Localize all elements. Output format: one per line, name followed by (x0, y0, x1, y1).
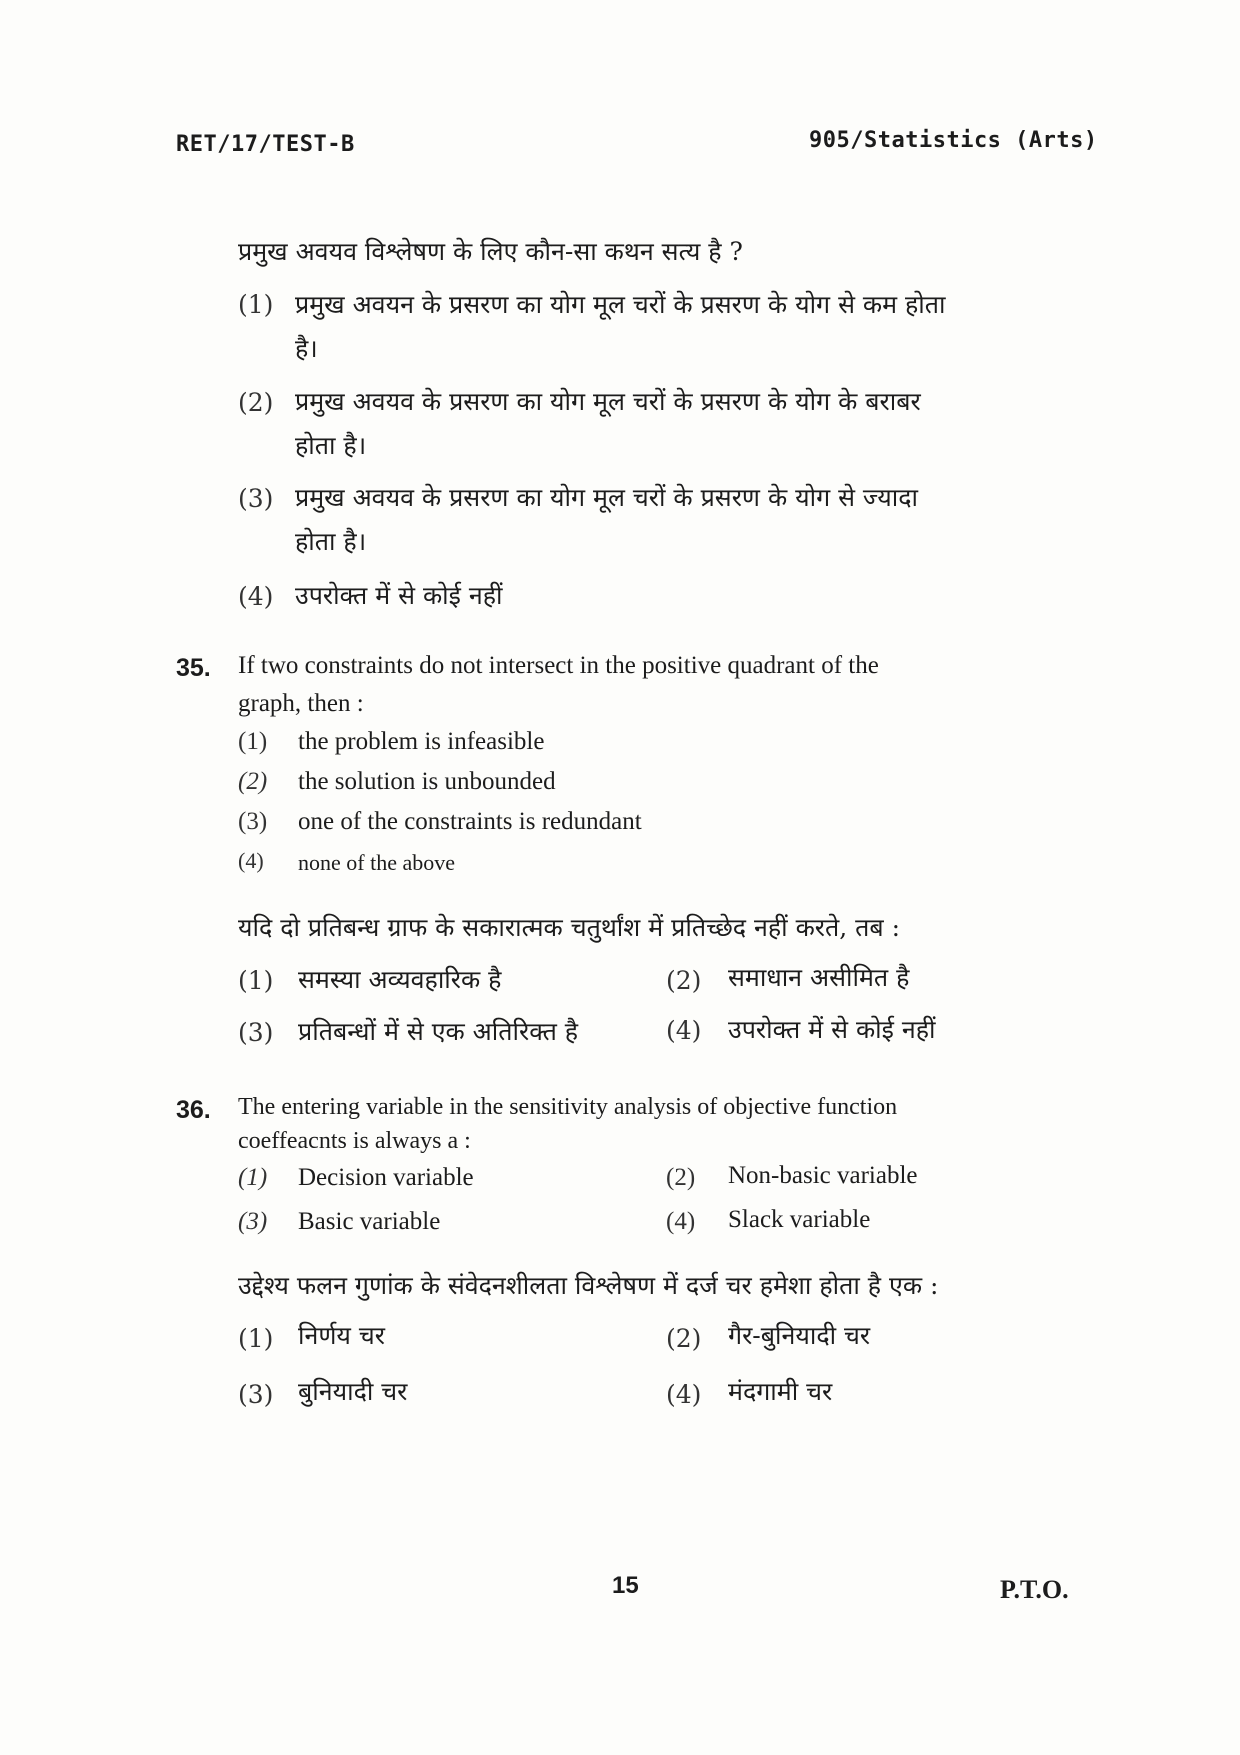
q34-hindi-option-1-line1: प्रमुख अवयन के प्रसरण का योग मूल चरों के प्रसरण के योग से कम होता (295, 290, 946, 319)
q36-option-1-num: (1) (238, 1164, 268, 1191)
q34-hindi-option-3-line1: प्रमुख अवयव के प्रसरण का योग मूल चरों के प्रसरण के योग से ज्यादा (295, 483, 918, 512)
q35-hindi-option-1-num: (1) (238, 966, 274, 995)
q35-option-2-num: (2) (238, 768, 268, 795)
q35-hindi-option-1-text: समस्या अव्यवहारिक है (298, 965, 502, 994)
q35-option-1-num: (1) (238, 728, 268, 755)
q35-hindi-option-3-num: (3) (238, 1018, 274, 1047)
q34-hindi-option-3-line2: होता है। (295, 527, 367, 556)
q34-hindi-option-2-num: (2) (238, 388, 274, 417)
pto-label: P.T.O. (1000, 1575, 1069, 1604)
q34-hindi-option-2-line2: होता है। (295, 431, 367, 460)
q35-stem-line2: graph, then : (238, 690, 364, 717)
q35-option-4-text: none of the above (298, 850, 455, 875)
q35-option-2-text: the solution is unbounded (298, 768, 556, 795)
q36-hindi-option-3-num: (3) (238, 1380, 274, 1409)
q36-option-3-num: (3) (238, 1208, 268, 1235)
q34-hindi-option-1-line2: है। (295, 334, 318, 363)
q36-stem-line1: The entering variable in the sensitivity analysis of objective function (238, 1094, 898, 1120)
q36-hindi-option-1-num: (1) (238, 1324, 274, 1353)
q36-hindi-option-2-text: गैर-बुनियादी चर (728, 1321, 871, 1350)
q36-option-2-text: Non-basic variable (728, 1162, 918, 1189)
q35-hindi-option-2-num: (2) (666, 966, 702, 995)
q35-hindi-option-3-text: प्रतिबन्धों में से एक अतिरिक्त है (298, 1017, 579, 1046)
header-right: 905/Statistics (Arts) (809, 128, 1098, 153)
q36-option-4-text: Slack variable (728, 1206, 871, 1233)
q36-hindi-option-3-text: बुनियादी चर (298, 1377, 408, 1406)
page-number: 15 (612, 1572, 639, 1599)
q35-option-4-num: (4) (238, 848, 264, 873)
header-left: RET/17/TEST-B (176, 132, 355, 157)
q36-hindi-option-4-num: (4) (666, 1380, 702, 1409)
q36-hindi-option-4-text: मंदगामी चर (728, 1377, 833, 1406)
q35-option-3-text: one of the constraints is redundant (298, 808, 642, 835)
q36-option-4-num: (4) (666, 1208, 696, 1235)
q36-option-1-text: Decision variable (298, 1164, 474, 1191)
q36-hindi-option-1-text: निर्णय चर (298, 1321, 385, 1350)
q36-number: 36. (176, 1096, 211, 1124)
q35-number: 35. (176, 654, 211, 682)
q34-hindi-stem: प्रमुख अवयव विश्लेषण के लिए कौन-सा कथन सत्य है ? (238, 237, 743, 266)
q35-option-3-num: (3) (238, 808, 268, 835)
q36-hindi-option-2-num: (2) (666, 1324, 702, 1353)
q34-hindi-option-2-line1: प्रमुख अवयव के प्रसरण का योग मूल चरों के प्रसरण के योग के बराबर (295, 387, 921, 416)
q36-hindi-stem: उद्देश्य फलन गुणांक के संवेदनशीलता विश्लेषण में दर्ज चर हमेशा होता है एक : (238, 1271, 939, 1300)
q35-option-1-text: the problem is infeasible (298, 728, 545, 755)
q36-option-2-num: (2) (666, 1164, 696, 1191)
q35-stem-line1: If two constraints do not intersect in the positive quadrant of the (238, 652, 879, 679)
q35-hindi-option-4-text: उपरोक्त में से कोई नहीं (728, 1015, 936, 1044)
q35-hindi-option-2-text: समाधान असीमित है (728, 963, 910, 992)
q35-hindi-stem: यदि दो प्रतिबन्ध ग्राफ के सकारात्मक चतुर्थांश में प्रतिच्छेद नहीं करते, तब : (238, 913, 901, 942)
q34-hindi-option-3-num: (3) (238, 484, 274, 513)
q36-stem-line2: coeffeacnts is always a : (238, 1128, 471, 1154)
q34-hindi-option-4-num: (4) (238, 582, 274, 611)
q34-hindi-option-4-line1: उपरोक्त में से कोई नहीं (295, 581, 503, 610)
q34-hindi-option-1-num: (1) (238, 290, 274, 319)
q36-option-3-text: Basic variable (298, 1208, 441, 1235)
q35-hindi-option-4-num: (4) (666, 1016, 702, 1045)
